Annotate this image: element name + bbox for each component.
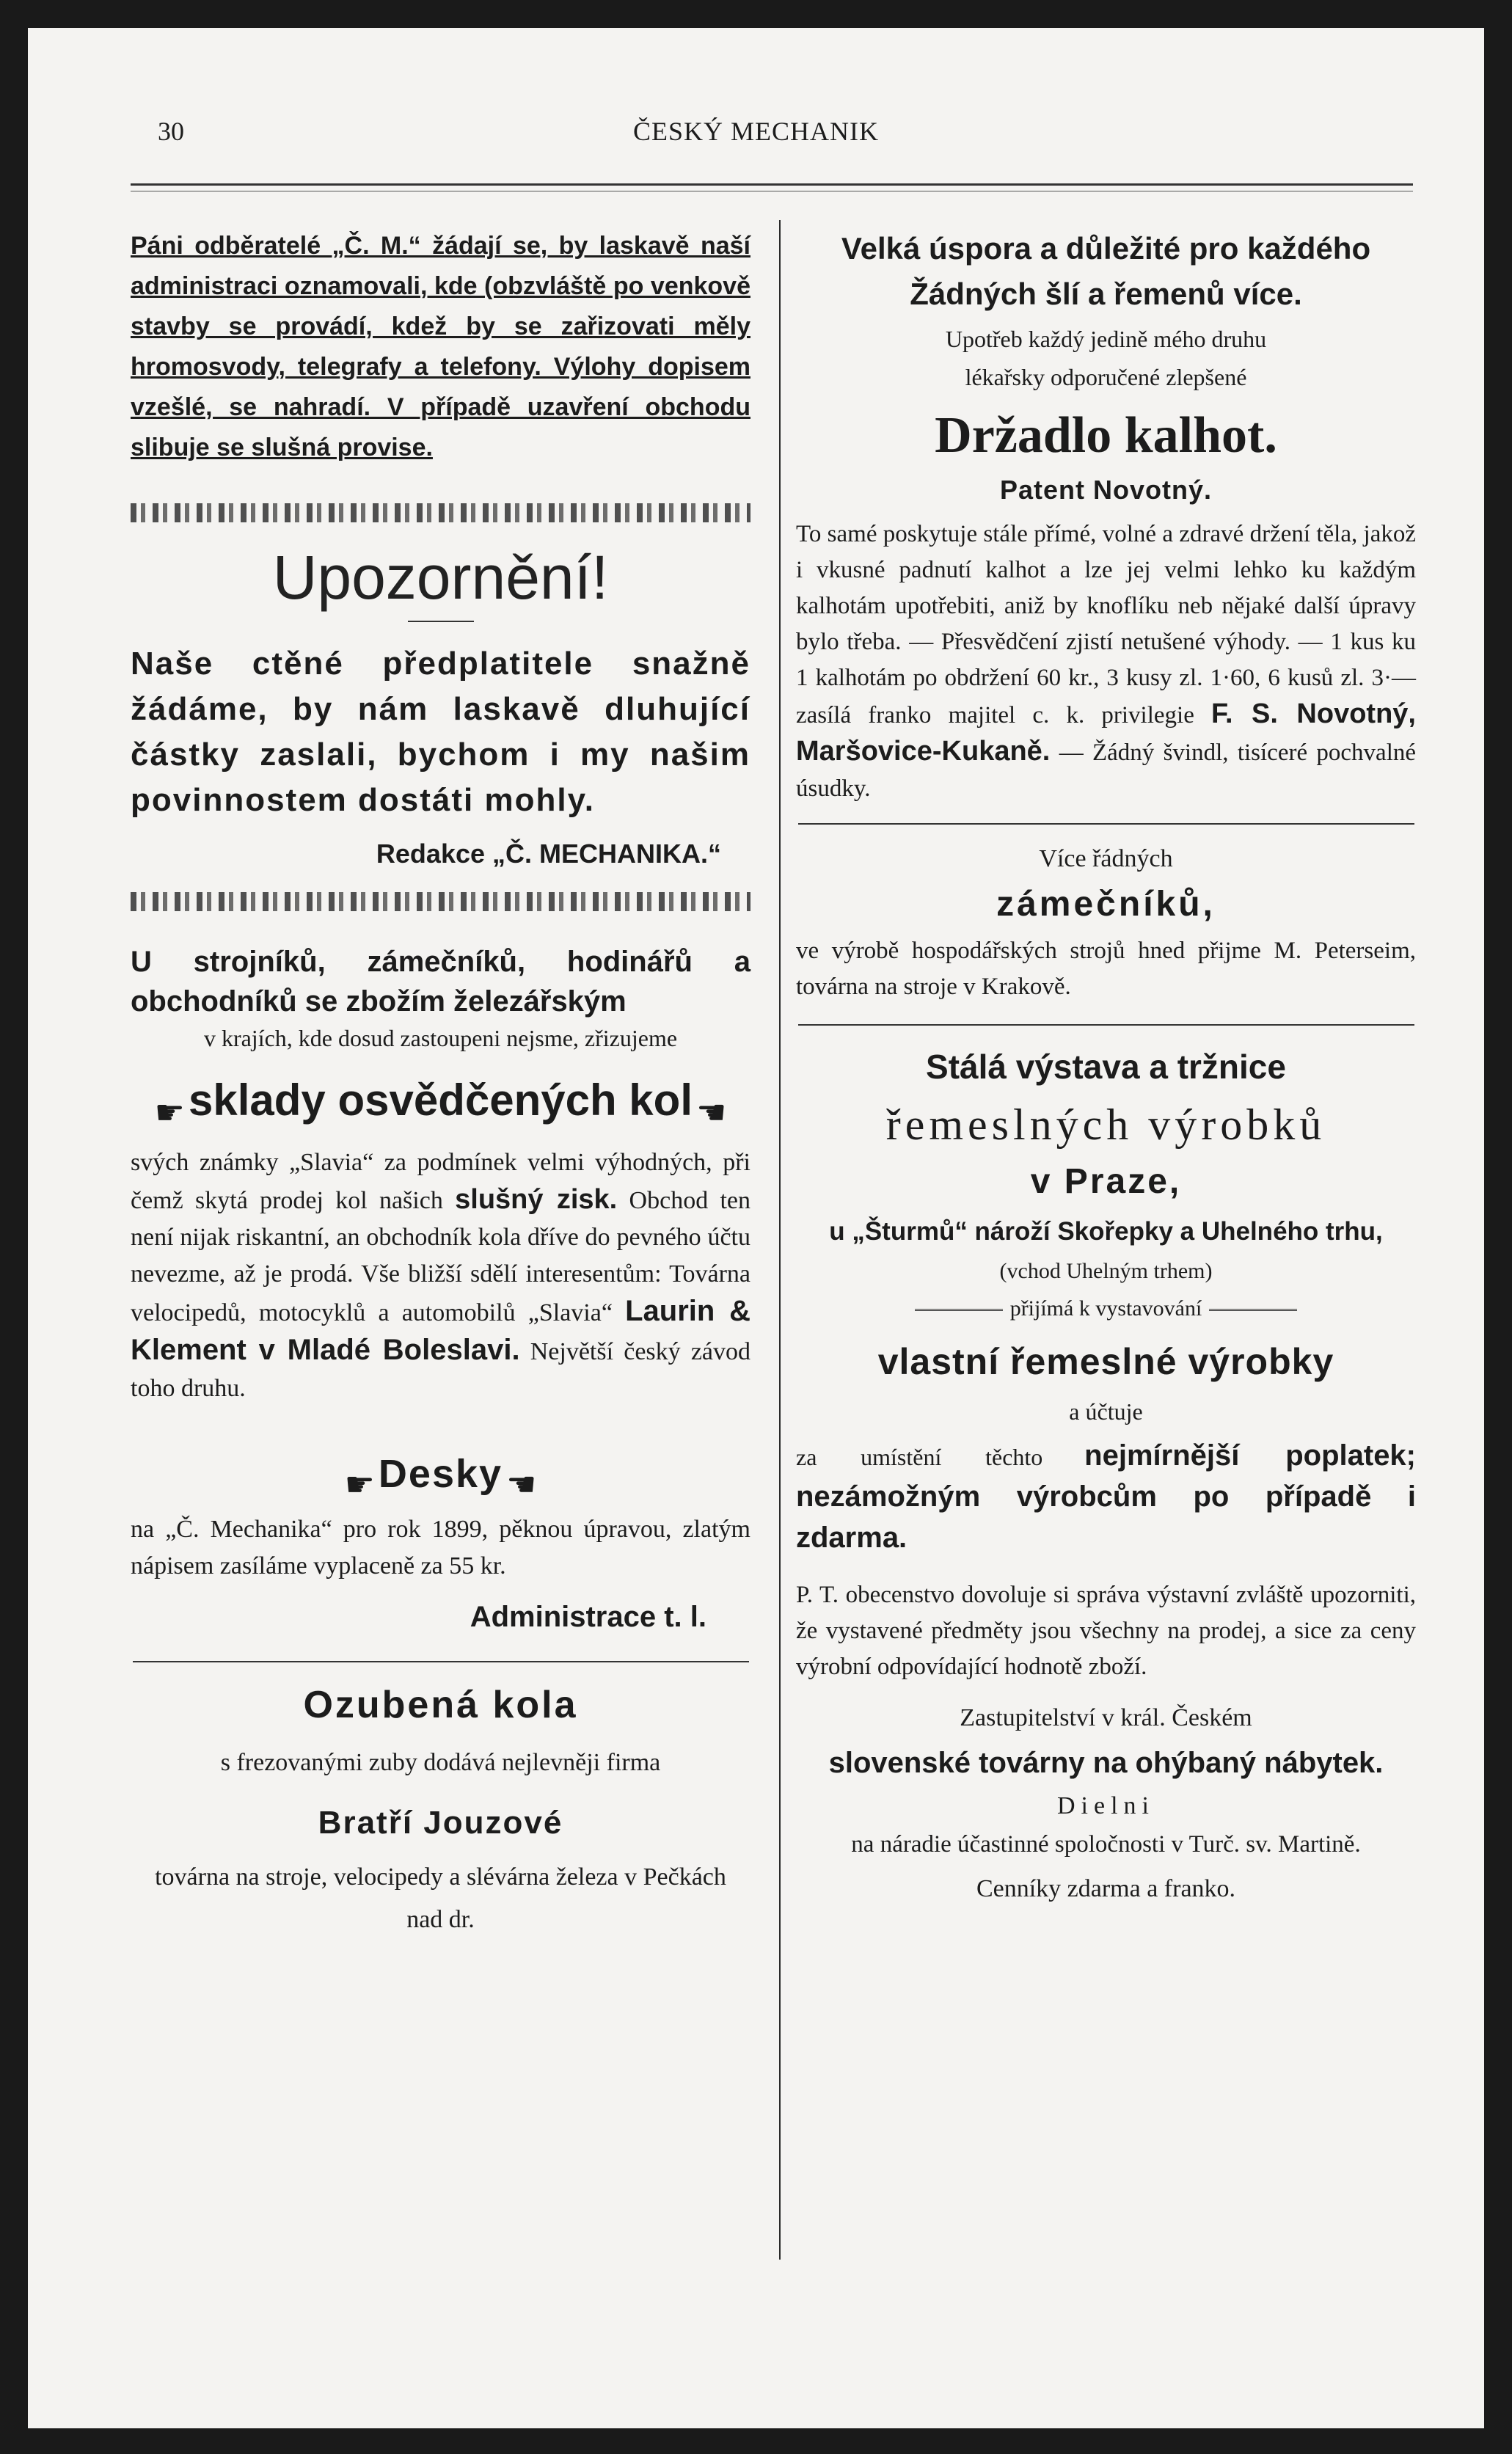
vystava-bills: a účtuje: [1069, 1398, 1143, 1425]
slavia-text: [131, 1144, 750, 1407]
desky-heading: Desky: [378, 1452, 503, 1496]
section-rule: [798, 823, 1414, 825]
vystava-tools: na náradie účastinné spoločnosti v Turč. sv. Martině.: [851, 1831, 1361, 1858]
ornament-divider: [131, 892, 750, 911]
drzadlo-top-2: Žádných šlí a řemenů více.: [910, 277, 1302, 311]
double-rule: [1209, 1309, 1297, 1311]
upozorneni-signature: Redakce „Č. MECHANIKA.“: [376, 839, 721, 869]
vystava-accepts: přijímá k vystavování: [1009, 1296, 1202, 1321]
slavia-intro-2: v krajích, kde dosud zastoupeni nejsme, zřizujeme: [203, 1025, 678, 1051]
vystava-rep: Zastupitelství v král. Českém: [960, 1704, 1252, 1731]
drzadlo-small-2: lékařsky odporučené zlepšené: [965, 364, 1247, 390]
pointing-hand-left-icon: ☚: [696, 1092, 727, 1132]
header-rule: [131, 183, 1413, 186]
desky-signature: Administrace t. l.: [470, 1600, 706, 1633]
section-rule: [798, 1024, 1414, 1026]
ozubena-text-2: továrna na stroje, velocipedy a slévárna železa v Pečkách nad dr.: [155, 1863, 726, 1933]
vystava-dielni: Dielni: [1057, 1792, 1155, 1819]
drzadlo-heading: Držadlo kalhot.: [935, 407, 1277, 464]
zamecniku-top: Více řádných: [1039, 845, 1173, 872]
ozubena-company: Bratří Jouzové: [318, 1804, 563, 1841]
zamecniku-text: ve výrobě hospodářských strojů hned přijme M. Peterseim, továrna na stroje v Krakově.: [796, 938, 1416, 1000]
upozorneni-text: Naše ctěné předplatitele snažně žádáme, by nám laskavě dluhující částky zaslali, bychom i my našim povinnostem dostáti mohly.: [131, 646, 750, 818]
ornament-divider: [131, 503, 750, 522]
desky-text: na „Č. Mechanika“ pro rok 1899, pěknou úpravou, zlatým nápisem zasíláme vyplaceně za 55 kr.: [131, 1515, 750, 1580]
page-title: ČESKÝ MECHANIK: [632, 117, 879, 146]
double-rule: [915, 1309, 1003, 1311]
page-number: 30: [158, 117, 184, 146]
vystava-text: P. T. obecenstvo dovoluje si správa výstavní zvláště upozorniti, že vystavené předměty jsou všechny na prodej, a sice za ceny výrobní odpovídající hodnotě zboží.: [796, 1582, 1416, 1680]
vystava-price: Cenníky zdarma a franko.: [976, 1875, 1236, 1902]
drzadlo-patent: Patent Novotný.: [999, 475, 1213, 505]
vystava-location: u „Šturmů“ nároží Skořepky a Uhelného trhu,: [829, 1217, 1383, 1246]
pointing-hand-icon: ☛: [154, 1092, 185, 1132]
short-rule: [408, 621, 474, 622]
slavia-text-a: svých známky „Slavia“ za podmínek velmi výhodných, při čemž skytá prodej kol našich: [131, 1149, 750, 1214]
slavia-text-c: Největší český závod toho druhu.: [131, 1338, 751, 1402]
slavia-text-bold: slušný zisk.: [455, 1184, 618, 1215]
drzadlo-text: [796, 516, 1416, 807]
slavia-heading: sklady osvědčených kol: [188, 1076, 693, 1125]
slavia-intro: U strojníků, zámečníků, hodinářů a obchodníků se zbožím železářským: [131, 946, 750, 1018]
vystava-products: vlastní řemeslné výrobky: [877, 1341, 1334, 1382]
left-column: [131, 220, 750, 1941]
vystava-heading-1: Stálá výstava a tržnice: [926, 1048, 1286, 1086]
vystava-factory: slovenské továrny na ohýbaný nábytek.: [828, 1747, 1384, 1779]
right-column: [796, 220, 1416, 1911]
drzadlo-top-1: Velká úspora a důležité pro každého: [841, 231, 1371, 266]
vystava-fees-b: nejmírnější poplatek; nezámožným výrobcům po případě i zdarma.: [796, 1439, 1416, 1554]
column-divider: [779, 220, 781, 2260]
zamecniku-heading: zámečníků,: [996, 885, 1216, 924]
drzadlo-small-1: Upotřeb každý jedině mého druhu: [945, 326, 1267, 352]
vystava-heading-3: v Praze,: [1030, 1162, 1182, 1201]
vystava-heading-2: řemeslných výrobků: [885, 1100, 1326, 1149]
drzadlo-text-body: To samé poskytuje stále přímé, volné a zdravé držení těla, jakož i vkusné padnutí kalhot a lze jej velmi lehko ku každým kalhotám upotřebiti, aniž by knoflíku neb nějaké další úpravy bylo třeba. — Přesvědčení zjistí netušené výhody. — 1 kus ku 1 kalhotám po obdržení 60 kr., 3 kusy zl. 1·60, 6 kusů zl. 3·— zasílá franko majitel c. k. privilegie: [796, 521, 1416, 728]
drzadlo-owner: F. S. Novotný, Maršovice-Kukaně.: [796, 698, 1416, 767]
vystava-fees-a: za umístění těchto: [796, 1444, 1043, 1470]
vystava-entry: (vchod Uhelným trhem): [999, 1259, 1213, 1283]
ozubena-heading: Ozubená kola: [303, 1683, 578, 1726]
slavia-company: Laurin & Klement v Mladé Boleslavi.: [131, 1295, 750, 1366]
subscribers-notice: Páni odběratelé „Č. M.“ žádají se, by laskavě naší administraci oznamovali, kde (obzvláště po venkově stavby se provádí, kdež by se zařizovati měly hromosvody, telegrafy a telefony. Výlohy dopisem vzešlé, se nahradí. V případě uzavření obchodu slibuje se slušná provise.: [131, 232, 750, 461]
pointing-hand-left-icon: ☚: [506, 1464, 537, 1504]
pointing-hand-icon: ☛: [344, 1464, 375, 1504]
upozorneni-title: Upozornění!: [272, 543, 609, 612]
vystava-fees: [796, 1438, 1416, 1561]
slavia-text-b: Obchod ten není nijak riskantní, an obchodník kola dříve do pevného účtu nevezme, až je prodá. Vše bližší sdělí interesentům: Továrna velocipedů, motocyklů a automobilů „Slavia“: [131, 1187, 751, 1326]
section-rule: [133, 1661, 749, 1662]
ozubena-text: s frezovanými zuby dodává nejlevněji firma: [220, 1748, 661, 1776]
drzadlo-text-2: — Žádný švindl, tisíceré pochvalné úsudky.: [796, 740, 1417, 802]
